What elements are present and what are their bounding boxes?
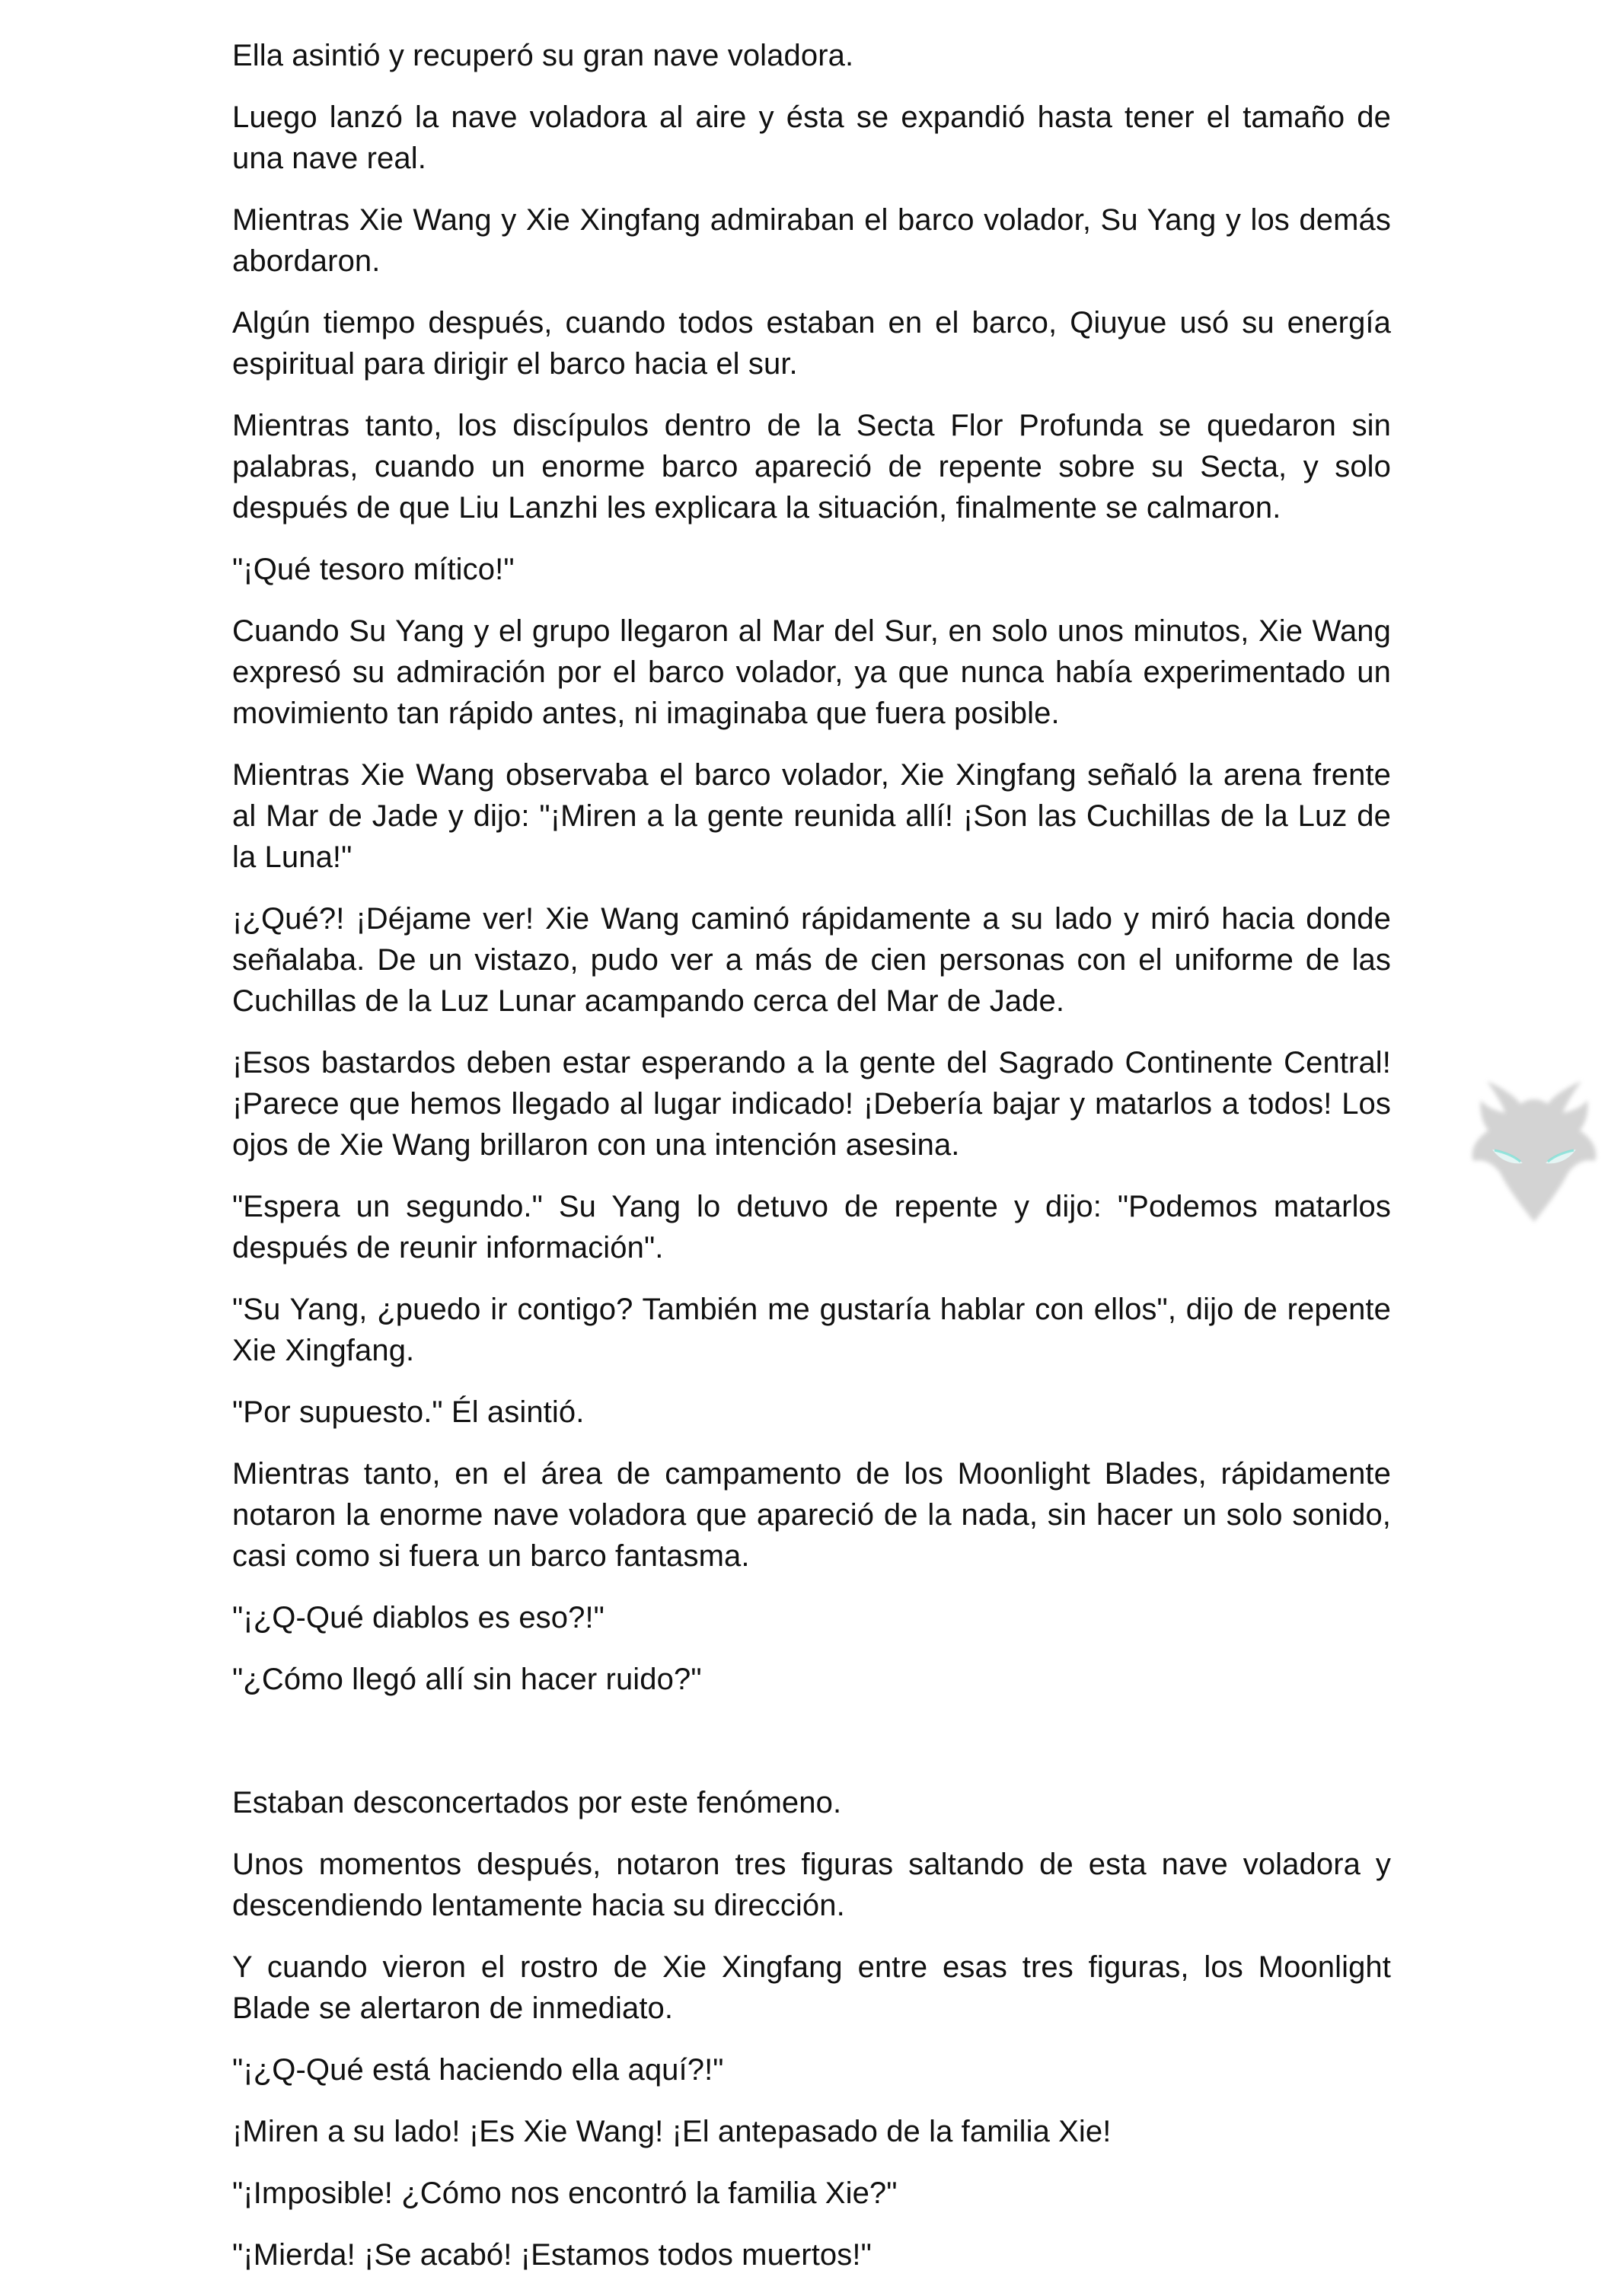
demon-head-icon	[1458, 1066, 1610, 1229]
paragraph: Mientras tanto, en el área de campamento de los Moonlight Blades, rápidamente notaron la enorme nave voladora que apareció de la nada, sin hacer un solo sonido, casi como si fuera un barco fantasma.	[232, 1457, 1391, 1573]
paragraph: Cuando Su Yang y el grupo llegaron al Mar del Sur, en solo unos minutos, Xie Wang expresó su admiración por el barco volador, ya que nunca había experimentado un movimiento tan rápido antes, ni imaginaba que fuera posible.	[232, 614, 1391, 730]
document-body	[232, 35, 1391, 2296]
paragraph: Ella asintió y recuperó su gran nave voladora.	[232, 39, 854, 72]
paragraph: Estaban desconcertados por este fenómeno.	[232, 1786, 842, 1819]
paragraph: ¡¿Qué?! ¡Déjame ver! Xie Wang caminó rápidamente a su lado y miró hacia donde señalaba. De un vistazo, pudo ver a más de cien personas con el uniforme de las Cuchillas de la Luz Lunar acampando cerca del Mar de Jade.	[232, 902, 1391, 1018]
paragraph: Mientras Xie Wang y Xie Xingfang admiraban el barco volador, Su Yang y los demás abordaron.	[232, 203, 1391, 278]
paragraph: "¿Cómo llegó allí sin hacer ruido?"	[232, 1663, 702, 1696]
paragraph: Luego lanzó la nave voladora al aire y ésta se expandió hasta tener el tamaño de una nave real.	[232, 100, 1391, 175]
paragraph: ¡Miren a su lado! ¡Es Xie Wang! ¡El antepasado de la familia Xie!	[232, 2115, 1112, 2148]
paragraph: "¡¿Q-Qué diablos es eso?!"	[232, 1601, 605, 1634]
paragraph: Algún tiempo después, cuando todos estaban en el barco, Qiuyue usó su energía espiritual para dirigir el barco hacia el sur.	[232, 306, 1391, 381]
paragraph: "Espera un segundo." Su Yang lo detuvo de repente y dijo: "Podemos matarlos después de reunir información".	[232, 1190, 1391, 1264]
paragraph: "Su Yang, ¿puedo ir contigo? También me gustaría hablar con ellos", dijo de repente Xie Xingfang.	[232, 1293, 1391, 1367]
paragraph: ¡Esos bastardos deben estar esperando a la gente del Sagrado Continente Central! ¡Parece que hemos llegado al lugar indicado! ¡Debería bajar y matarlos a todos! Los ojos de Xie Wang brillaron con una intención asesina.	[232, 1046, 1391, 1162]
paragraph: "Por supuesto." Él asintió.	[232, 1395, 585, 1429]
paragraph: "¡Mierda! ¡Se acabó! ¡Estamos todos muertos!"	[232, 2238, 872, 2272]
paragraph: "¡Qué tesoro mítico!"	[232, 553, 515, 586]
paragraph: Unos momentos después, notaron tres figuras saltando de esta nave voladora y descendiendo lentamente hacia su dirección.	[232, 1848, 1391, 1922]
paragraph: Mientras Xie Wang observaba el barco volador, Xie Xingfang señaló la arena frente al Mar de Jade y dijo: "¡Miren a la gente reunida allí! ¡Son las Cuchillas de la Luz de la Luna!"	[232, 758, 1391, 874]
paragraph: "¡Imposible! ¿Cómo nos encontró la familia Xie?"	[232, 2176, 898, 2210]
paragraph: Y cuando vieron el rostro de Xie Xingfang entre esas tres figuras, los Moonlight Blade se alertaron de inmediato.	[232, 1950, 1391, 2025]
paragraph: Mientras tanto, los discípulos dentro de la Secta Flor Profunda se quedaron sin palabras, cuando un enorme barco apareció de repente sobre su Secta, y solo después de que Liu Lanzhi les explicara la situación, finalmente se calmaron.	[232, 409, 1391, 525]
paragraph: "¡¿Q-Qué está haciendo ella aquí?!"	[232, 2053, 724, 2087]
